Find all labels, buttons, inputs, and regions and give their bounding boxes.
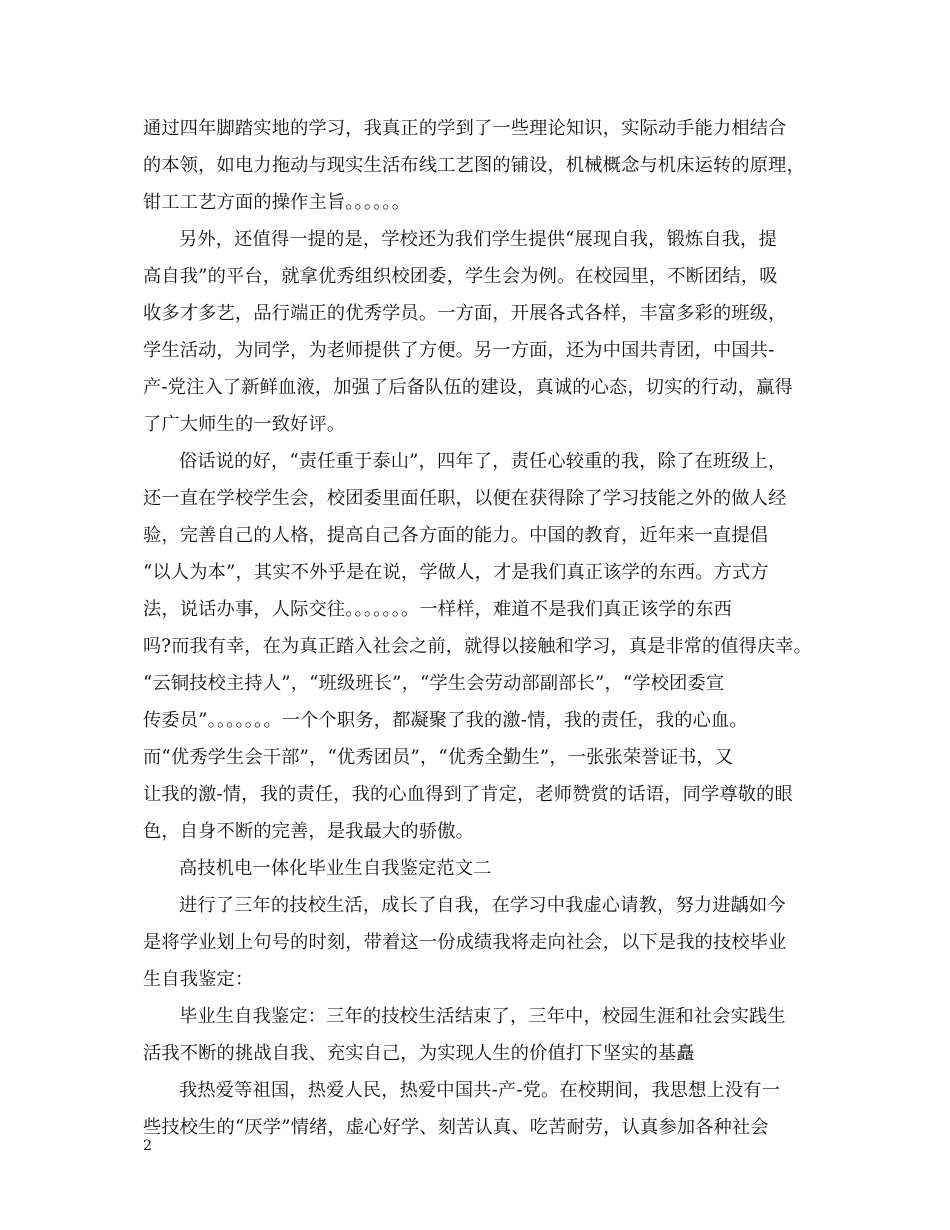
paragraph-line: 是将学业划上句号的时刻，带着这一份成绩我将走向社会，以下是我的技校毕业 (143, 932, 787, 953)
paragraph-line: “云铜技校主持人”，“班级班长”，“学生会劳动部副部长”，“学校团委宣 (143, 673, 725, 694)
paragraph-line: 学生活动，为同学，为老师提供了方便。另一方面，还为中国共青团，中国共- (143, 340, 775, 361)
paragraph-line: 传委员”。。。。。。。一个个职务，都凝聚了我的激-情，我的责任，我的心血。 (143, 710, 748, 731)
paragraph-line: 钳工工艺方面的操作主旨。。。。。。 (143, 192, 411, 213)
paragraph-line: 进行了三年的技校生活，成长了自我，在学习中我虚心请教，努力进龋如今 (179, 895, 786, 916)
paragraph-line: 让我的激-情，我的责任，我的心血得到了肯定，老师赞赏的话语，同学尊敬的眼 (143, 784, 793, 805)
paragraph-line: 收多才多艺，品行端正的优秀学员。一方面，开展各式各样，丰富多彩的班级， (143, 303, 787, 324)
paragraph-line: 活我不断的挑战自我、充实自己，为实现人生的价值打下坚实的基矗 (143, 1043, 695, 1064)
paragraph-line: 些技校生的“厌学”情绪，虚心好学、刻苦认真、吃苦耐劳，认真参加各种社会 (143, 1117, 769, 1138)
paragraph-line: 的本领，如电力拖动与现实生活布线工艺图的铺设，机械概念与机床运转的原理， (143, 155, 805, 176)
paragraph-line: 毕业生自我鉴定：三年的技校生活结束了，三年中，校园生涯和社会实践生 (179, 1006, 786, 1027)
paragraph-line: 产-党注入了新鲜血液，加强了后备队伍的建设，真诚的心态，切实的行动，赢得 (143, 377, 793, 398)
paragraph-line: 了广大师生的一致好评。 (143, 414, 346, 435)
paragraph-line: 还一直在学校学生会，校团委里面任职，以便在获得除了学习技能之外的做人经 (143, 488, 787, 509)
paragraph-line: 我热爱等祖国，热爱人民，热爱中国共-产-党。在校期间，我思想上没有一 (179, 1080, 781, 1101)
section-heading: 高技机电一体化毕业生自我鉴定范文二 (179, 858, 492, 879)
paragraph-line: 而“优秀学生会干部”，“优秀团员”，“优秀全勤生”，一张张荣誉证书，又 (143, 747, 734, 768)
paragraph-line: 色，自身不断的完善，是我最大的骄傲。 (143, 821, 474, 842)
paragraph-line: 吗?而我有幸，在为真正踏入社会之前，就得以接触和学习，真是非常的值得庆幸。 (143, 636, 812, 657)
page-number: 2 (143, 1138, 152, 1154)
paragraph-line: 高自我”的平台，就拿优秀组织校团委，学生会为例。在校园里，不断团结，吸 (143, 266, 778, 287)
paragraph-line: 验，完善自己的人格，提高自己各方面的能力。中国的教育，近年来一直提倡 (143, 525, 769, 546)
paragraph-line: 生自我鉴定： (143, 969, 254, 990)
paragraph-line: 另外，还值得一提的是，学校还为我们学生提供“展现自我，锻炼自我，提 (179, 229, 777, 250)
paragraph-line: “以人为本”，其实不外乎是在说，学做人，才是我们真正该学的东西。方式方 (143, 562, 769, 583)
paragraph-line: 法，说话办事，人际交往。。。。。。。一样样，难道不是我们真正该学的东西 (143, 599, 732, 620)
paragraph-line: 俗话说的好，“责任重于泰山”，四年了，责任心较重的我，除了在班级上， (179, 451, 787, 472)
paragraph-line: 通过四年脚踏实地的学习，我真正的学到了一些理论知识，实际动手能力相结合 (143, 118, 787, 139)
